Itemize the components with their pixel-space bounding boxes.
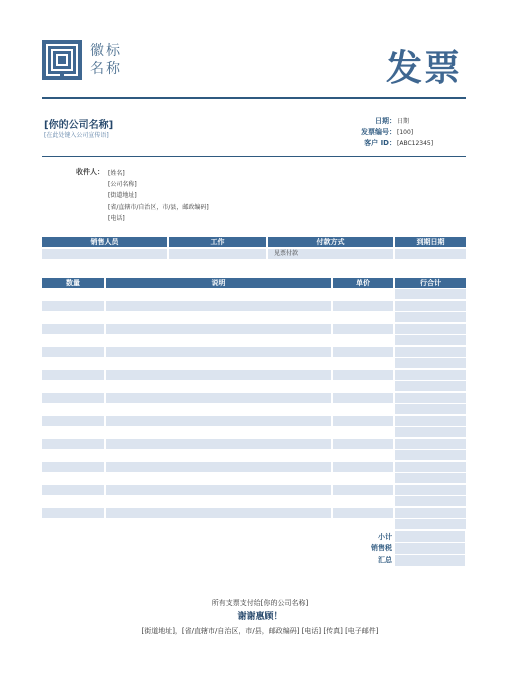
invoice-meta-values — [397, 116, 433, 149]
sales-tax-value[interactable] — [395, 543, 465, 554]
sales-header-job: 工作 — [169, 237, 266, 247]
item-description-cell[interactable] — [106, 301, 331, 311]
item-description-cell[interactable] — [106, 439, 331, 449]
sales-header-salesperson: 销售人员 — [42, 237, 167, 247]
item-unit-price-cell[interactable] — [333, 404, 393, 414]
item-line-total-cell[interactable] — [395, 289, 466, 299]
item-qty-cell[interactable] — [42, 508, 104, 518]
item-unit-price-cell[interactable] — [333, 508, 393, 518]
item-qty-cell[interactable] — [42, 324, 104, 334]
item-line-total-cell[interactable] — [395, 324, 466, 334]
recipient-address — [108, 168, 209, 224]
item-line-total-cell[interactable] — [395, 393, 466, 403]
item-line-total-cell[interactable] — [395, 508, 466, 518]
items-header-unit-price: 单价 — [333, 278, 393, 288]
item-unit-price-cell[interactable] — [333, 473, 393, 483]
item-qty-cell[interactable] — [42, 450, 104, 460]
sales-header-due-date: 到期日期 — [395, 237, 466, 247]
item-unit-price-cell[interactable] — [333, 301, 393, 311]
logo-name — [90, 42, 122, 78]
subtotal-value[interactable] — [395, 531, 465, 542]
item-line-total-cell[interactable] — [395, 335, 466, 345]
total-label: 汇总 — [378, 556, 392, 564]
header-divider — [42, 97, 466, 99]
date-value: 日期 — [397, 118, 410, 125]
item-unit-price-cell[interactable] — [333, 381, 393, 391]
recipient-street: [街道地址] — [108, 192, 137, 200]
item-qty-cell[interactable] — [42, 393, 104, 403]
item-line-total-cell[interactable] — [395, 416, 466, 426]
footer-thanks: 谢谢惠顾！ — [237, 612, 283, 622]
item-qty-cell[interactable] — [42, 289, 104, 299]
item-description-cell[interactable] — [106, 508, 331, 518]
item-line-total-cell[interactable] — [395, 381, 466, 391]
item-description-cell[interactable] — [106, 404, 331, 414]
item-qty-cell[interactable] — [42, 335, 104, 345]
item-description-cell[interactable] — [106, 473, 331, 483]
item-line-total-cell[interactable] — [395, 427, 466, 437]
items-header-qty: 数量 — [42, 278, 104, 288]
item-qty-cell[interactable] — [42, 358, 104, 368]
recipient-name: [姓名] — [108, 170, 125, 177]
item-description-cell[interactable] — [106, 485, 331, 495]
item-description-cell[interactable] — [106, 335, 331, 345]
company-slogan: [在此处键入公司宣传语] — [44, 132, 109, 139]
item-description-cell[interactable] — [106, 519, 331, 529]
item-line-total-cell[interactable] — [395, 370, 466, 380]
item-description-cell[interactable] — [106, 381, 331, 391]
item-qty-cell[interactable] — [42, 439, 104, 449]
customer-id-value: [ABC12345] — [397, 140, 434, 147]
item-line-total-cell[interactable] — [395, 301, 466, 311]
item-qty-cell[interactable] — [42, 416, 104, 426]
item-line-total-cell[interactable] — [395, 485, 466, 495]
item-description-cell[interactable] — [106, 496, 331, 506]
item-line-total-cell[interactable] — [395, 347, 466, 357]
item-line-total-cell[interactable] — [395, 439, 466, 449]
item-qty-cell[interactable] — [42, 496, 104, 506]
item-qty-cell[interactable] — [42, 381, 104, 391]
item-line-total-cell[interactable] — [395, 312, 466, 322]
item-qty-cell[interactable] — [42, 404, 104, 414]
sales-cell-payment[interactable]: 见票付款 — [268, 249, 393, 259]
item-line-total-cell[interactable] — [395, 358, 466, 368]
item-unit-price-cell[interactable] — [333, 439, 393, 449]
sales-tax-label: 销售税 — [371, 544, 392, 552]
item-qty-cell[interactable] — [42, 427, 104, 437]
item-description-cell[interactable] — [106, 393, 331, 403]
item-line-total-cell[interactable] — [395, 450, 466, 460]
invoice-number-label: 发票编号： — [361, 128, 396, 136]
item-unit-price-cell[interactable] — [333, 312, 393, 322]
recipient-city: [省/直辖市/自治区，市/县，邮政编码] — [108, 203, 209, 211]
item-qty-cell[interactable] — [42, 485, 104, 495]
item-description-cell[interactable] — [106, 312, 331, 322]
item-description-cell[interactable] — [106, 462, 331, 472]
customer-id-label: 客户 ID： — [364, 139, 396, 147]
meta-divider — [42, 156, 466, 157]
item-unit-price-cell[interactable] — [333, 416, 393, 426]
item-qty-cell[interactable] — [42, 519, 104, 529]
date-label: 日期： — [375, 117, 396, 125]
item-description-cell[interactable] — [106, 358, 331, 368]
recipient-company: [公司名称] — [108, 181, 137, 189]
item-qty-cell[interactable] — [42, 301, 104, 311]
item-description-cell[interactable] — [106, 370, 331, 380]
invoice-meta-labels — [361, 116, 396, 149]
invoice-number-value: [100] — [397, 129, 414, 136]
logo-text-line1: 徽标 — [90, 43, 122, 59]
recipient-phone: [电话] — [108, 214, 125, 222]
item-description-cell[interactable] — [106, 450, 331, 460]
logo-icon — [42, 40, 82, 80]
item-qty-cell[interactable] — [42, 370, 104, 380]
item-unit-price-cell[interactable] — [333, 393, 393, 403]
recipient-label: 收件人： — [76, 168, 104, 176]
sales-header-payment: 付款方式 — [268, 237, 393, 247]
item-description-cell[interactable] — [106, 324, 331, 334]
sales-cell-due-date[interactable] — [395, 249, 466, 259]
sales-cell-job[interactable] — [169, 249, 266, 259]
item-description-cell[interactable] — [106, 289, 331, 299]
item-unit-price-cell[interactable] — [333, 347, 393, 357]
item-qty-cell[interactable] — [42, 462, 104, 472]
item-unit-price-cell[interactable] — [333, 496, 393, 506]
document-title: 发票 — [385, 48, 462, 89]
item-description-cell[interactable] — [106, 347, 331, 357]
item-description-cell[interactable] — [106, 416, 331, 426]
item-unit-price-cell[interactable] — [333, 462, 393, 472]
sales-cell-salesperson[interactable] — [42, 249, 167, 259]
item-qty-cell[interactable] — [42, 347, 104, 357]
item-line-total-cell[interactable] — [395, 496, 466, 506]
item-unit-price-cell[interactable] — [333, 427, 393, 437]
footer-contact: [街道地址]，[省/直辖市/自治区，市/县，邮政编码] [电话] [传真] [电子邮件] — [141, 627, 379, 635]
item-unit-price-cell[interactable] — [333, 519, 393, 529]
item-unit-price-cell[interactable] — [333, 335, 393, 345]
item-description-cell[interactable] — [106, 427, 331, 437]
item-line-total-cell[interactable] — [395, 473, 466, 483]
item-line-total-cell[interactable] — [395, 462, 466, 472]
total-value[interactable] — [395, 555, 465, 566]
company-name: [你的公司名称] — [44, 120, 114, 131]
logo-text-line2: 名称 — [90, 61, 122, 77]
item-line-total-cell[interactable] — [395, 519, 466, 529]
item-unit-price-cell[interactable] — [333, 324, 393, 334]
item-unit-price-cell[interactable] — [333, 370, 393, 380]
item-unit-price-cell[interactable] — [333, 289, 393, 299]
subtotal-label: 小计 — [378, 533, 392, 541]
items-header-line-total: 行合计 — [395, 278, 466, 288]
footer-payable-note: 所有支票支付给[你的公司名称] — [211, 599, 309, 607]
item-line-total-cell[interactable] — [395, 404, 466, 414]
item-unit-price-cell[interactable] — [333, 358, 393, 368]
item-unit-price-cell[interactable] — [333, 485, 393, 495]
items-header-description: 说明 — [106, 278, 331, 288]
item-unit-price-cell[interactable] — [333, 450, 393, 460]
item-qty-cell[interactable] — [42, 312, 104, 322]
item-qty-cell[interactable] — [42, 473, 104, 483]
